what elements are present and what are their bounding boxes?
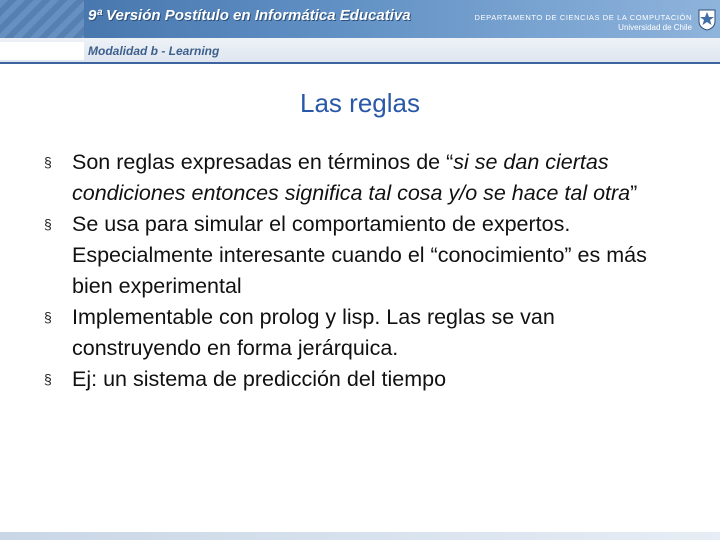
bullet-item <box>44 302 674 364</box>
section-bullet-icon: § <box>44 309 52 325</box>
section-bullet-icon: § <box>44 216 52 232</box>
bullet-text-end: ” <box>630 181 638 205</box>
bullet-text: Ej: un sistema de predicción del tiempo <box>72 367 447 391</box>
bullet-list <box>44 147 674 395</box>
department-name: DEPARTAMENTO DE CIENCIAS DE LA COMPUTACIÓN <box>474 13 692 22</box>
section-bullet-icon: § <box>44 371 52 387</box>
subheader-white-band <box>0 42 84 60</box>
bullet-text: Se usa para simular el comportamiento de expertos. Especialmente interesante cuando el “conocimiento” es más bien experimental <box>72 212 647 298</box>
bullet-text: Implementable con prolog y lisp. Las reglas se van construyendo en forma jerárquica. <box>72 305 555 360</box>
header-title: 9ª Versión Postítulo en Informática Educativa <box>88 7 411 24</box>
bullet-item <box>44 147 674 209</box>
bullet-text-italic: si se dan ciertas condiciones entonces significa tal cosa y/o se hace tal otra <box>72 150 631 205</box>
university-logo-icon <box>698 9 716 31</box>
bullet-item <box>44 364 674 395</box>
slide-title: Las reglas <box>300 88 420 118</box>
header-photo <box>0 0 84 38</box>
section-bullet-icon: § <box>44 154 52 170</box>
modality-label: Modalidad b - Learning <box>88 44 220 58</box>
bullet-text: Son reglas expresadas en términos de “ <box>72 150 454 174</box>
bullet-item <box>44 209 674 302</box>
header-bar <box>0 0 720 38</box>
footer-bar <box>0 532 720 540</box>
university-name: Universidad de Chile <box>618 23 692 32</box>
subheader-divider <box>0 62 720 64</box>
